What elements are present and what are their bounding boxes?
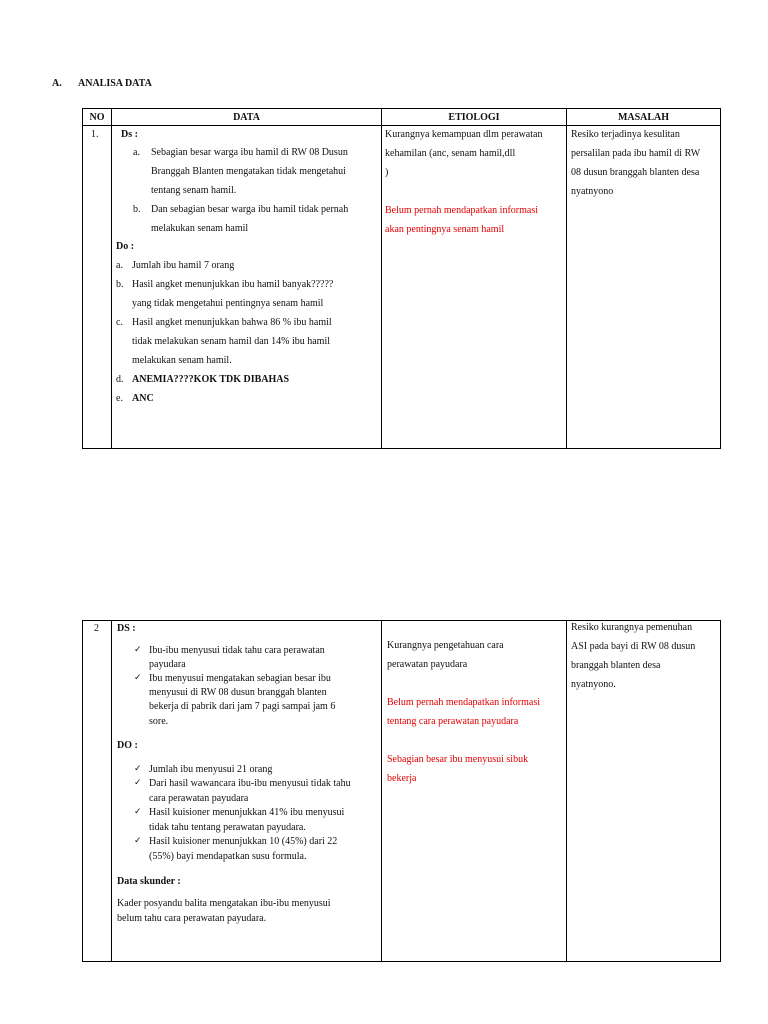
data-cell: [112, 621, 382, 962]
ds-b-line: Dan sebagian besar warga ibu hamil tidak pernah: [151, 204, 349, 215]
list-marker: e.: [116, 393, 123, 404]
row-number-cell: [83, 621, 112, 962]
etiologi-red-line: tentang cara perawatan payudara: [387, 716, 519, 727]
ds-b-line: melakukan senam hamil: [151, 223, 249, 234]
do-item-line: Hasil angket menunjukkan ibu hamil banyak?????: [132, 279, 334, 290]
do-item-line: melakukan senam hamil.: [132, 355, 232, 366]
ds-item-line: Ibu menyusui mengatakan sebagian besar ibu: [149, 673, 331, 684]
masalah-line: branggah blanten desa: [571, 660, 661, 671]
ds-item-line: Ibu-ibu menyusui tidak tahu cara perawatan: [149, 645, 325, 656]
masalah-line: Resiko kurangnya pemenuhan: [571, 622, 693, 633]
etiologi-cell: [382, 126, 567, 449]
data-cell: [112, 126, 382, 449]
etiologi-line: perawatan payudara: [387, 659, 468, 670]
checkmark-icon: ✓: [134, 673, 142, 683]
ds-item-line: bekerja di pabrik dari jam 7 pagi sampai jam 6: [149, 701, 336, 712]
ds-a-line: Sebagian besar warga ibu hamil di RW 08 Dusun: [151, 147, 348, 158]
do-item-line: ANC: [132, 393, 154, 404]
do-item-line: Hasil kuisioner menunjukkan 10 (45%) dari 22: [149, 836, 338, 847]
etiologi-red-line: Sebagian besar ibu menyusui sibuk: [387, 754, 529, 765]
section-heading: [52, 78, 152, 89]
etiologi-red-line: Belum pernah mendapatkan informasi: [385, 205, 539, 216]
do-item-line: (55%) bayi mendapatkan susu formula.: [149, 851, 307, 862]
masalah-line: 08 dusun branggah blanten desa: [571, 167, 700, 178]
do-item-line: Hasil kuisioner menunjukkan 41% ibu menyusui: [149, 807, 345, 818]
checkmark-icon: ✓: [134, 836, 142, 846]
ds-a-line: tentang senam hamil.: [151, 185, 237, 196]
masalah-line: Resiko terjadinya kesulitan: [571, 129, 680, 140]
col-header-data: DATA: [112, 109, 382, 126]
ds-label: Ds :: [121, 129, 138, 140]
do-item-line: cara perawatan payudara: [149, 793, 249, 804]
etiologi-line: ): [385, 167, 389, 178]
do-item-line: tidak melakukan senam hamil dan 14% ibu hamil: [132, 336, 331, 347]
checkmark-icon: ✓: [134, 807, 142, 817]
masalah-line: ASI pada bayi di RW 08 dusun: [571, 641, 696, 652]
do-item-line: tidak tahu tentang perawatan payudara.: [149, 822, 306, 833]
do-item-line: yang tidak mengetahui pentingnya senam hamil: [132, 298, 324, 309]
list-marker: c.: [116, 317, 123, 328]
etiologi-red-line: bekerja: [387, 773, 417, 784]
do-item-line: Hasil angket menunjukkan bahwa 86 % ibu hamil: [132, 317, 332, 328]
table-header-row: [83, 109, 721, 126]
etiologi-line: kehamilan (anc, senam hamil,dll: [385, 148, 516, 159]
etiologi-red-line: akan pentingnya senam hamil: [385, 224, 505, 235]
analysis-table-1: [82, 108, 721, 449]
do-item-line: Dari hasil wawancara ibu-ibu menyusui tidak tahu: [149, 778, 351, 789]
checkmark-icon: ✓: [134, 645, 142, 655]
masalah-line: nyatnyono.: [571, 679, 616, 690]
etiologi-line: Kurangnya pengetahuan cara: [387, 640, 504, 651]
etiologi-cell: [382, 621, 567, 962]
ds-a-line: Branggah Blanten mengatakan tidak mengetahui: [151, 166, 346, 177]
skunder-line: Kader posyandu balita mengatakan ibu-ibu menyusui: [117, 898, 331, 909]
row-number: 1.: [91, 129, 99, 140]
masalah-cell: [567, 126, 721, 449]
do-label: Do :: [116, 241, 135, 252]
masalah-line: persalilan pada ibu hamil di RW: [571, 148, 701, 159]
col-header-masalah: MASALAH: [567, 109, 721, 126]
list-marker: b.: [133, 204, 141, 215]
col-header-etiologi: ETIOLOGI: [382, 109, 567, 126]
analysis-table-2: [82, 620, 721, 962]
ds-item-line: sore.: [149, 716, 169, 727]
row-number: 2: [94, 623, 99, 634]
etiologi-red-line: Belum pernah mendapatkan informasi: [387, 697, 541, 708]
section-title: ANALISA DATA: [78, 78, 152, 89]
checkmark-icon: ✓: [134, 778, 142, 788]
ds-item-line: payudara: [149, 659, 186, 670]
do-item-line: Jumlah ibu hamil 7 orang: [132, 260, 235, 271]
table-row: [83, 126, 721, 449]
masalah-line: nyatnyono: [571, 186, 614, 197]
skunder-label: Data skunder :: [117, 876, 181, 887]
list-marker: a.: [116, 260, 123, 271]
list-marker: b.: [116, 279, 124, 290]
masalah-cell: [567, 621, 721, 962]
do-label: DO :: [117, 740, 138, 751]
row-number-cell: [83, 126, 112, 449]
do-item-line: ANEMIA????KOK TDK DIBAHAS: [132, 374, 290, 385]
list-marker: a.: [133, 147, 140, 158]
list-marker: d.: [116, 374, 124, 385]
ds-item-line: menyusui di RW 08 dusun branggah blanten: [149, 687, 327, 698]
ds-label: DS :: [117, 623, 136, 634]
etiologi-line: Kurangnya kemampuan dlm perawatan: [385, 129, 543, 140]
skunder-line: belum tahu cara perawatan payudara.: [117, 913, 267, 924]
col-header-no: NO: [83, 109, 112, 126]
table-row: [83, 621, 721, 962]
do-item-line: Jumlah ibu menyusui 21 orang: [149, 764, 273, 775]
checkmark-icon: ✓: [134, 764, 142, 774]
section-number: A.: [52, 78, 62, 89]
